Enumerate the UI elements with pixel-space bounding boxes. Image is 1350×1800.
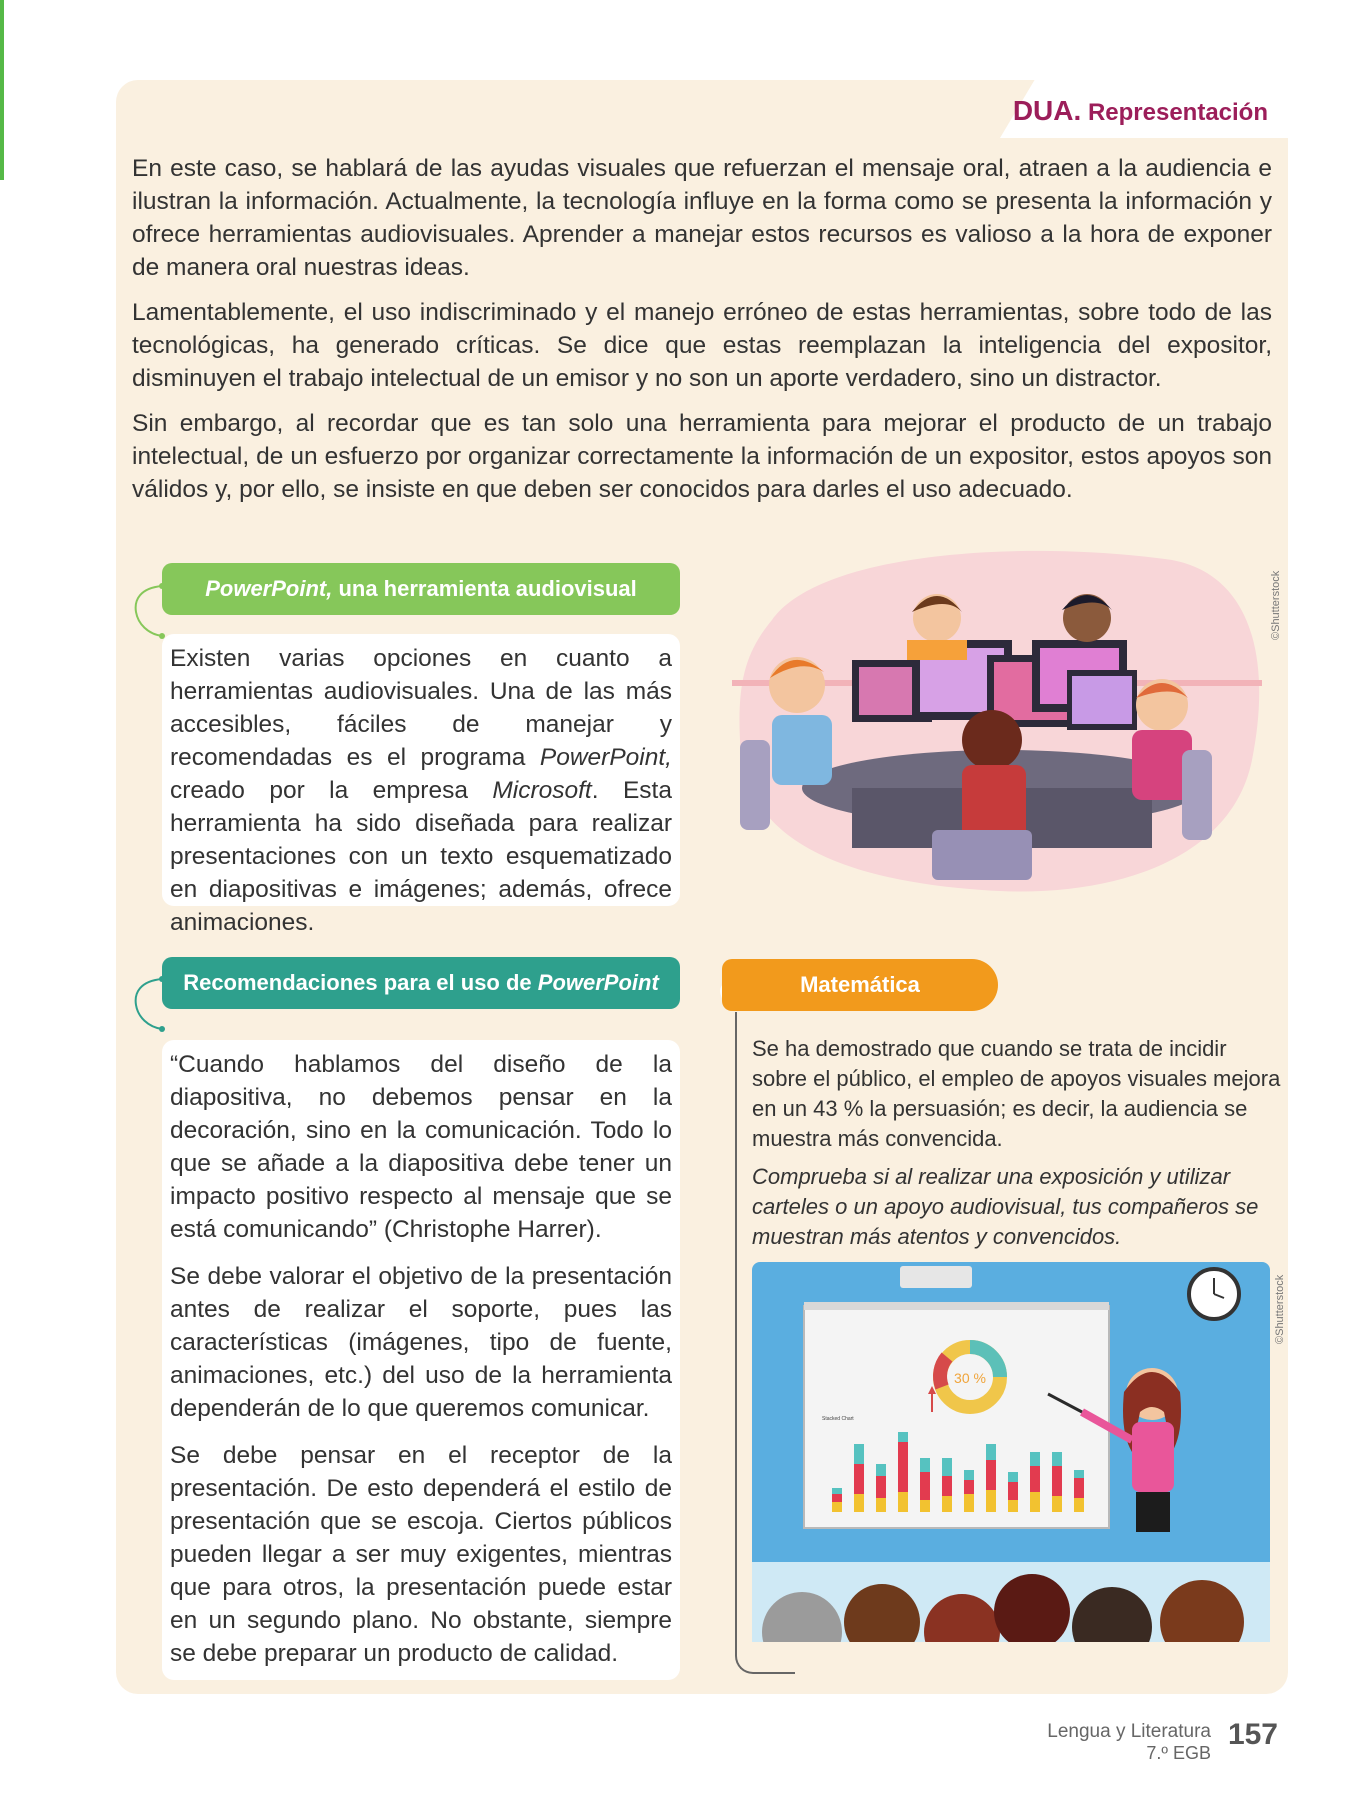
powerpoint-paragraph [170,642,672,939]
stacked-bar-segment [1008,1482,1018,1500]
math-heading [722,959,998,1011]
stacked-bar-segment [964,1494,974,1512]
stacked-bar-segment [964,1470,974,1480]
recommendations-heading [162,957,680,1009]
footer-grade: 7.º EGB [1146,1743,1211,1763]
stacked-bar-segment [942,1496,952,1512]
section-tab-label [1013,95,1268,127]
stacked-bar-segment [1030,1492,1040,1512]
microsoft-name-italic: Microsoft [492,777,592,804]
donut-percent-label: 30 % [954,1370,986,1386]
stacked-bar-segment [876,1464,886,1476]
stacked-bar-segment [1052,1496,1062,1512]
stacked-bar-segment [832,1488,842,1494]
stacked-bar-segment [876,1476,886,1498]
page-edge-marker [0,0,4,180]
stacked-bar-segment [920,1500,930,1512]
stacked-bar-segment [1030,1466,1040,1492]
math-paragraph-2: Comprueba si al realizar una exposición y utilizar carteles o un apoyo audiovisual, tus compañeros se muestran más atentos y convencidos. [752,1164,1259,1249]
image-credit-1: ©Shutterstock [1270,570,1282,640]
recommendations-heading-italic: PowerPoint [537,970,659,995]
recommendations-paragraph-2: Se debe valorar el objetivo de la presentación antes de realizar el soporte, pues las características (imágenes, tipo de fuente, animaciones, etc.) del uso de la herramienta dependerán de lo que queremos comunicar. [170,1263,672,1422]
stacked-bar-segment [876,1498,886,1512]
intro-paragraph-2: Lamentablemente, el uso indiscriminado y el manejo erróneo de estas herramientas, sobre todo de las tecnológicas, ha generado críticas. Se dice que estas reemplazan la inteligencia del expositor, disminuyen el trabajo intelectual de un emisor y no son un aporte verdadero, sino un distractor. [132,299,1272,392]
recommendations-paragraph-3: Se debe pensar en el receptor de la presentación. De esto dependerá el estilo de presentación que se escoja. Ciertos públicos pueden llegar a ser muy exigentes, mientras que para otros, la presentación puede estar en un segundo plano. No obstante, siempre se debe preparar un producto de calidad. [170,1442,672,1667]
stacked-bar-segment [854,1444,864,1464]
stacked-bar-segment [1074,1498,1084,1512]
stacked-bar-segment [920,1458,930,1472]
intro-paragraph-1: En este caso, se hablará de las ayudas visuales que refuerzan el mensaje oral, atraen a la audiencia e ilustran la información. Actualmente, la tecnología influye en la forma como se presenta la información y ofrece herramientas audiovisuales. Aprender a manejar estos recursos es valioso a la hora de exponer de manera oral nuestras ideas. [132,155,1272,281]
stacked-bar-segment [898,1492,908,1512]
stacked-bar-segment [1030,1452,1040,1466]
dua-label: DUA. [1012,95,1082,126]
stacked-bar-segment [854,1464,864,1494]
stacked-bar-segment [920,1472,930,1500]
stacked-bar-segment [986,1444,996,1460]
powerpoint-name-italic: PowerPoint, [539,744,672,771]
math-text [752,1034,1282,1260]
page-number: 157 [1227,1718,1278,1751]
powerpoint-heading-italic: PowerPoint, [205,576,333,601]
stacked-bar-segment [942,1476,952,1496]
representation-label: Representación [1087,99,1268,126]
footer-subject: Lengua y Literatura [1047,1721,1211,1742]
intro-text [132,152,1272,518]
image-credit-2: ©Shutterstock [1274,1274,1286,1344]
math-heading-label: Matemática [800,972,920,997]
recommendations-paragraph-1: “Cuando hablamos del diseño de la diapositiva, no debemos pensar en la decoración, sino en la comunicación. Todo lo que se añade a la diapositiva debe tener un impacto positivo respecto al mensaje que se está comunicando” (Christophe Harrer). [170,1051,672,1243]
powerpoint-card [162,634,680,936]
computer-lab-illustration [732,540,1262,900]
stacked-bar-segment [1052,1452,1062,1466]
powerpoint-text-2: creado por la empresa [170,777,493,804]
stacked-bar-segment [986,1490,996,1512]
stacked-bar-segment [832,1502,842,1512]
stacked-bar-segment [1052,1466,1062,1496]
recommendations-card [162,1040,680,1680]
stacked-bar-segment [1008,1500,1018,1512]
stacked-bar-segment [964,1480,974,1494]
stacked-bar-segment [1074,1478,1084,1498]
stacked-bar-segment [898,1432,908,1442]
powerpoint-heading-rest: una herramienta audiovisual [332,576,637,601]
stacked-chart-title: Stacked Chart [822,1416,854,1422]
stacked-bar-segment [942,1458,952,1476]
stacked-bar-segment [1074,1470,1084,1478]
powerpoint-text-1: Existen varias opciones en cuanto a herramientas audiovisuales. Una de las más accesibles, fáciles de manejar y recomendadas es el programa [170,645,672,771]
stacked-bar-segment [832,1494,842,1502]
stacked-bar-segment [986,1460,996,1490]
stacked-bar-segment [898,1442,908,1492]
recommendations-heading-rest: Recomendaciones para el uso de [183,970,538,995]
powerpoint-text-3: . Esta herramienta ha sido diseñada para realizar presentaciones con un texto esquematizado en diapositivas e imágenes; además, ofrece animaciones. [170,777,672,936]
stacked-bar-segment [854,1494,864,1512]
presentation-illustration [752,1262,1270,1642]
stacked-bar-segment [1008,1472,1018,1482]
math-paragraph-1: Se ha demostrado que cuando se trata de incidir sobre el público, el empleo de apoyos visuales mejora en un 43 % la persuasión; es decir, la audiencia se muestra más convencida. [752,1036,1281,1151]
intro-paragraph-3: Sin embargo, al recordar que es tan solo una herramienta para mejorar el producto de un trabajo intelectual, de un esfuerzo por organizar correctamente la información de un expositor, estos apoyos son válidos y, por ello, se insiste en que deben ser conocidos para darles el uso adecuado. [132,410,1272,503]
powerpoint-heading [162,563,680,615]
